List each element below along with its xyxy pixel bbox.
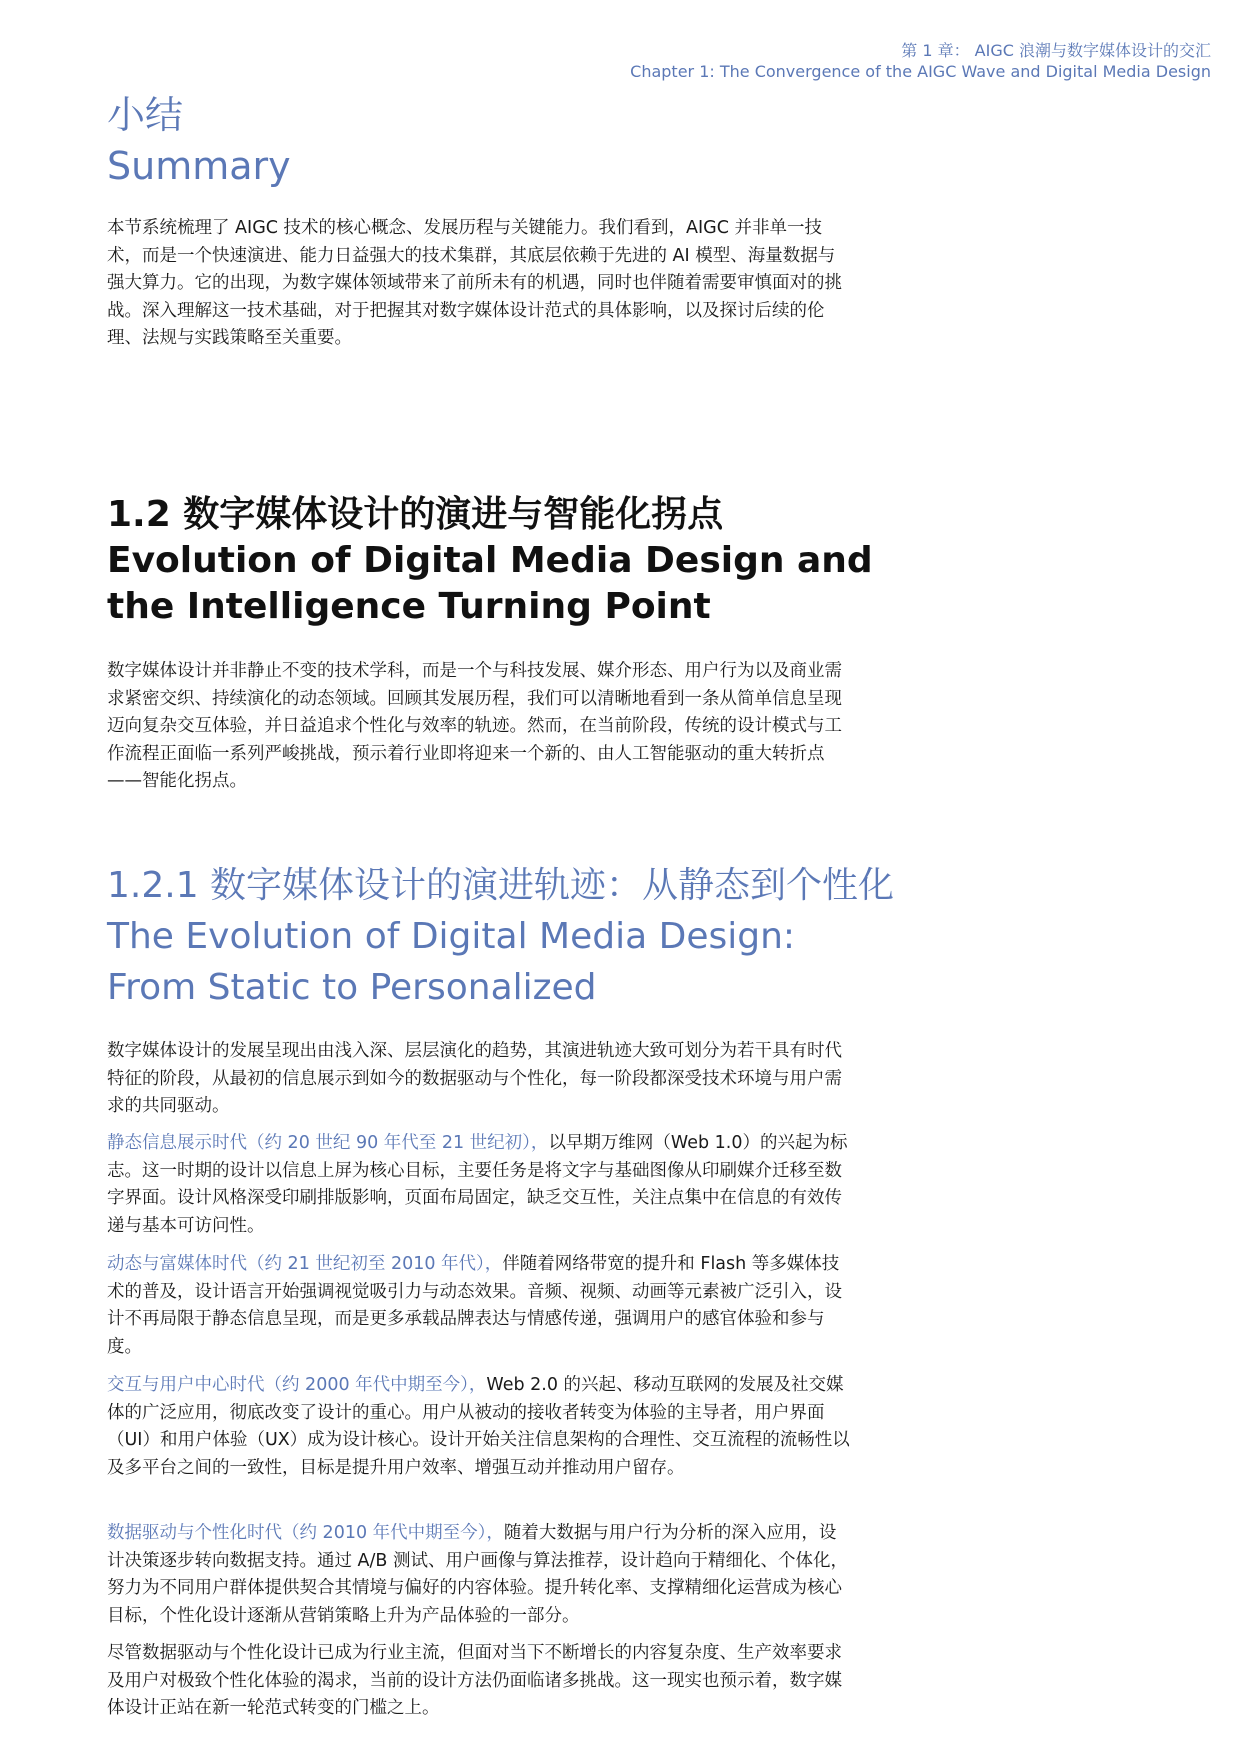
era-label-data-driven: 数据驱动与个性化时代（约 2010 年代中期至今）， [107, 1523, 504, 1543]
era-label-rich-media: 动态与富媒体时代（约 21 世纪初至 2010 年代）， [107, 1254, 503, 1274]
summary-heading [107, 90, 291, 192]
section-heading [107, 492, 873, 630]
conclusion-paragraph: 尽管数据驱动与个性化设计已成为行业主流，但面对当下不断增长的内容复杂度、生产效率要求及用户对极致个性化体验的渴求，当前的设计方法仍面临诸多挑战。这一现实也预示着，数字媒体设计正站在新一轮范式转变的门槛之上。 [107, 1643, 842, 1718]
era-paragraph-data-driven [107, 1520, 852, 1630]
era-text-rich-media: 伴随着网络带宽的提升和 Flash 等多媒体技术的普及，设计语言开始强调视觉吸引力与动态效果。音频、视频、动画等元素被广泛引入，设计不再局限于静态信息呈现，而是更多承载品牌表达与情感传递，强调用户的感官体验和参与度。 [107, 1254, 842, 1357]
subsection-intro-paragraph: 数字媒体设计的发展呈现出由浅入深、层层演化的趋势，其演进轨迹大致可划分为若干具有时代特征的阶段，从最初的信息展示到如今的数据驱动与个性化，每一阶段都深受技术环境与用户需求的共同驱动。 [107, 1041, 842, 1116]
era-paragraph-user-centered [107, 1372, 852, 1482]
running-head [630, 40, 1211, 82]
era-text-user-centered: Web 2.0 的兴起、移动互联网的发展及社交媒体的广泛应用，彻底改变了设计的重心。用户从被动的接收者转变为体验的主导者，用户界面（UI）和用户体验（UX）成为设计核心。设计开始关注信息架构的合理性、交互流程的流畅性以及多平台之间的一致性，目标是提升用户效率、增强互动并推动用户留存。 [107, 1375, 850, 1478]
section-heading-en-line1: Evolution of Digital Media Design and [107, 540, 873, 581]
subsection-heading-zh: 1.2.1 数字媒体设计的演进轨迹：从静态到个性化 [107, 865, 895, 906]
summary-heading-zh: 小结 [107, 93, 184, 137]
running-head-chapter-en: Chapter 1: The Convergence of the AIGC Wave and Digital Media Design [630, 62, 1211, 81]
era-label-static: 静态信息展示时代（约 20 世纪 90 年代至 21 世纪初）， [107, 1133, 549, 1153]
subsection-heading-en-line2: From Static to Personalized [107, 967, 597, 1008]
era-paragraph-rich-media [107, 1251, 852, 1361]
summary-paragraph: 本节系统梳理了 AIGC 技术的核心概念、发展历程与关键能力。我们看到，AIGC 并非单一技术，而是一个快速演进、能力日益强大的技术集群，其底层依赖于先进的 AI 模型、海量数据与强大算力。它的出现，为数字媒体领域带来了前所未有的机遇，同时也伴随着需要审慎面对的挑战。深入理解这一技术基础，对于把握其对数字媒体设计范式的具体影响，以及探讨后续的伦理、法规与实践策略至关重要。 [107, 218, 842, 348]
section-paragraph: 数字媒体设计并非静止不变的技术学科，而是一个与科技发展、媒介形态、用户行为以及商业需求紧密交织、持续演化的动态领域。回顾其发展历程，我们可以清晰地看到一条从简单信息呈现迈向复杂交互体验，并日益追求个性化与效率的轨迹。然而，在当前阶段，传统的设计模式与工作流程正面临一系列严峻挑战，预示着行业即将迎来一个新的、由人工智能驱动的重大转折点——智能化拐点。 [107, 661, 842, 791]
section-heading-en-line2: the Intelligence Turning Point [107, 586, 711, 627]
era-label-user-centered: 交互与用户中心时代（约 2000 年代中期至今）， [107, 1375, 487, 1395]
running-head-chapter-zh: 第 1 章： AIGC 浪潮与数字媒体设计的交汇 [901, 41, 1211, 60]
era-text-static: 以早期万维网（Web 1.0）的兴起为标志。这一时期的设计以信息上屏为核心目标，主要任务是将文字与基础图像从印刷媒介迁移至数字界面。设计风格深受印刷排版影响，页面布局固定，缺乏交互性，关注点集中在信息的有效传递与基本可访问性。 [107, 1133, 848, 1236]
era-text-data-driven: 随着大数据与用户行为分析的深入应用，设计决策逐步转向数据支持。通过 A/B 测试、用户画像与算法推荐，设计趋向于精细化、个体化，努力为不同用户群体提供契合其情境与偏好的内容体验。提升转化率、支撑精细化运营成为核心目标，个性化设计逐渐从营销策略上升为产品体验的一部分。 [107, 1523, 848, 1626]
subsection-heading-en-line1: The Evolution of Digital Media Design: [107, 916, 796, 957]
era-paragraph-static [107, 1130, 852, 1240]
summary-heading-en: Summary [107, 144, 291, 188]
section-heading-zh: 1.2 数字媒体设计的演进与智能化拐点 [107, 494, 724, 535]
subsection-heading [107, 860, 894, 1013]
